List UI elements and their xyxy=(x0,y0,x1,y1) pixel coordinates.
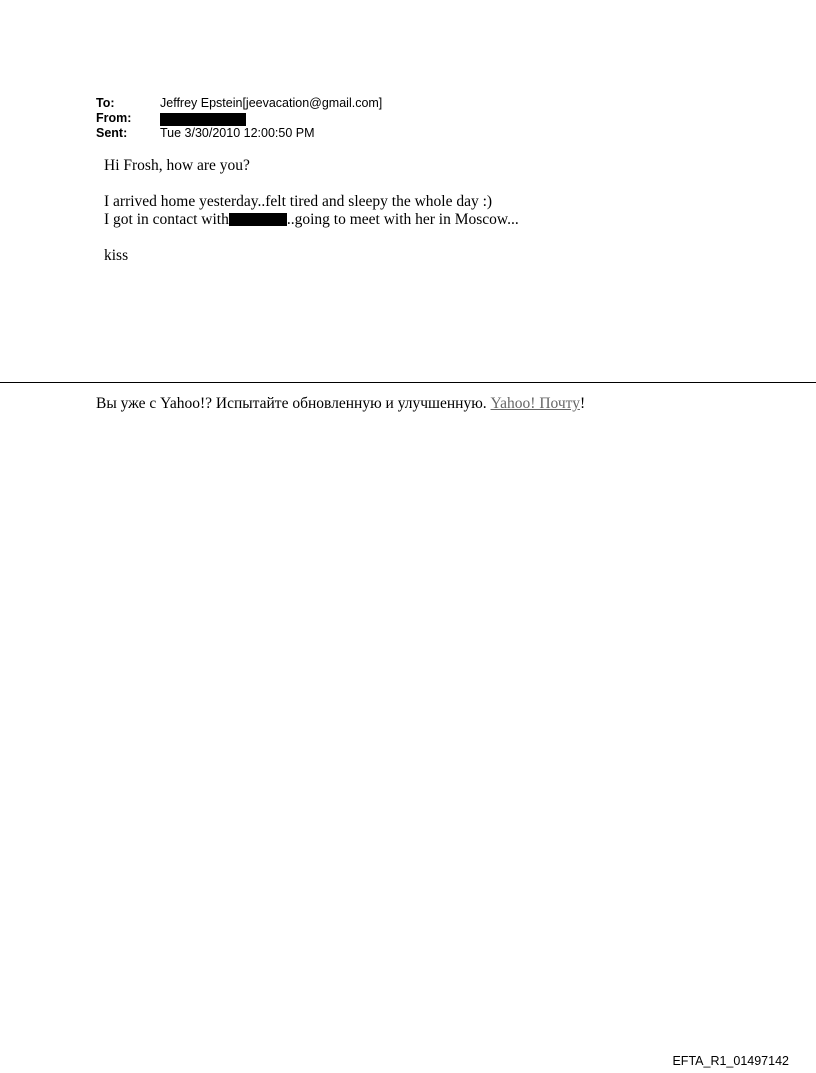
email-body xyxy=(104,157,519,265)
document-id: EFTA_R1_01497142 xyxy=(672,1054,789,1068)
from-label: From: xyxy=(96,111,132,125)
to-row xyxy=(96,96,382,111)
from-value xyxy=(160,111,246,126)
to-label: To: xyxy=(96,96,115,110)
ad-end: ! xyxy=(580,395,586,412)
redaction-block xyxy=(229,213,287,226)
sent-label: Sent: xyxy=(96,126,128,140)
to-value: Jeffrey Epstein[jeevacation@gmail.com] xyxy=(160,96,383,110)
body-line-2-start: I got in contact with xyxy=(104,211,229,228)
signoff: kiss xyxy=(104,247,129,264)
body-line-2 xyxy=(104,211,519,229)
greeting: Hi Frosh, how are you? xyxy=(104,157,250,174)
divider xyxy=(0,382,816,383)
sent-row xyxy=(96,126,382,141)
yahoo-ad xyxy=(96,395,585,413)
body-line-2-end: ..going to meet with her in Moscow... xyxy=(286,211,519,228)
ad-text: Вы уже с Yahoo!? Испытайте обновленную и улучшенную. xyxy=(96,395,491,412)
email-header xyxy=(96,96,382,141)
body-line-1: I arrived home yesterday..felt tired and sleepy the whole day :) xyxy=(104,193,493,210)
sent-value: Tue 3/30/2010 12:00:50 PM xyxy=(160,126,315,140)
redaction-block xyxy=(160,113,246,126)
yahoo-mail-link[interactable]: Yahoo! Почту xyxy=(490,395,580,412)
from-row xyxy=(96,111,382,126)
